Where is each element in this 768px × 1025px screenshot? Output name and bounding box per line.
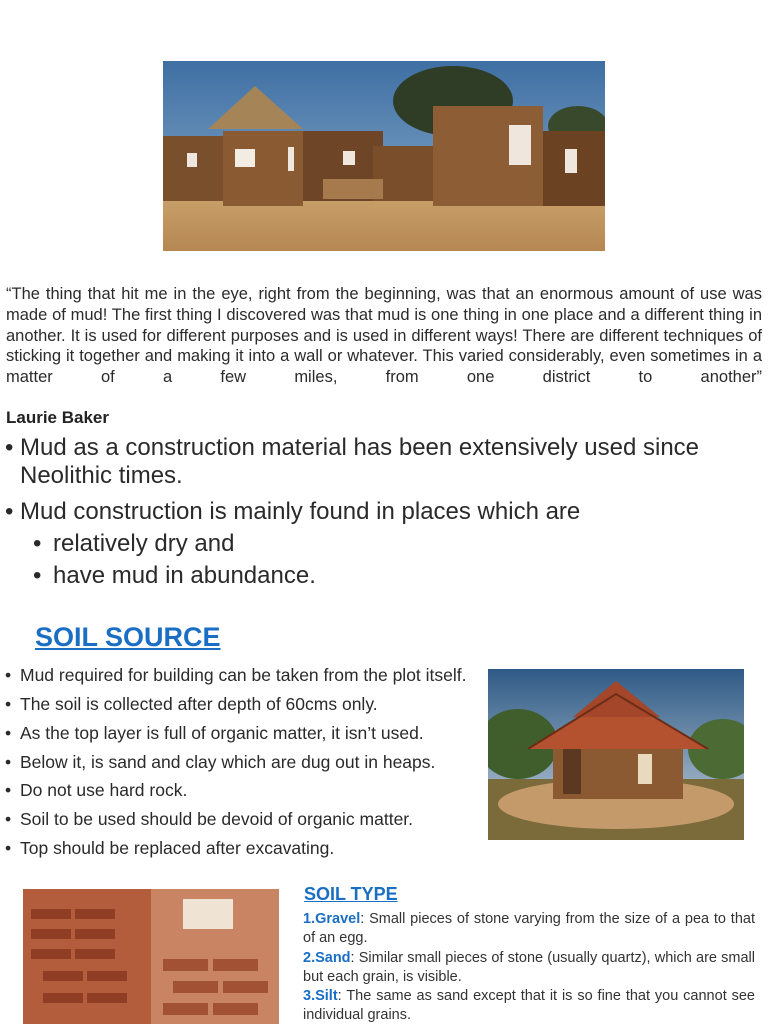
quote-author: Laurie Baker [6, 408, 109, 427]
soil-source-bullet: • Soil to be used should be devoid of organic matter. [5, 809, 414, 829]
soil-source-bullet: • Do not use hard rock. [5, 780, 188, 800]
bullet-icon: • [33, 562, 42, 589]
bullet-icon: • [33, 530, 42, 557]
bullet-icon: • [5, 498, 14, 525]
intro-sub-bullet: • have mud in abundance. [33, 562, 316, 589]
mud-hut-photo [488, 669, 744, 840]
soil-source-heading: SOIL SOURCE [35, 622, 221, 652]
soil-type-heading: SOIL TYPE [304, 884, 398, 904]
soil-type-item-silt: 3.Silt: The same as sand except that it is so fine that you cannot see individual grains. [303, 988, 755, 1023]
mud-houses-photo [163, 61, 605, 251]
brick-construction-photo [23, 889, 279, 1024]
intro-bullet: • Mud as a construction material has been extensively used since Neolithic times. [5, 434, 700, 489]
laurie-baker-quote: “The thing that hit me in the eye, right from the beginning, was that an enormous amount of use was made of mud! The first thing I discovered was that mud is one thing in one place and a different thing in another. It is used for different purposes and is used in different ways! There are different techniques of sticking it together and making it into a wall or whatever. This varied considerably, even sometimes in a matter of a few miles, from one district to another” [6, 285, 762, 387]
soil-type-item-sand: 2.Sand: Similar small pieces of stone (usually quartz), which are small but each grain, is visible. [303, 950, 755, 985]
soil-source-bullet: • Below it, is sand and clay which are dug out in heaps. [5, 752, 436, 772]
intro-bullet: • Mud construction is mainly found in places which are [5, 498, 581, 525]
soil-source-bullet: • The soil is collected after depth of 60cms only. [5, 694, 378, 714]
soil-source-bullet: • Top should be replaced after excavating. [5, 838, 335, 858]
soil-source-bullet: • Mud required for building can be taken from the plot itself. [5, 665, 467, 685]
intro-sub-bullet: • relatively dry and [33, 530, 235, 557]
bullet-icon: • [5, 434, 14, 461]
soil-source-bullet: • As the top layer is full of organic matter, it isn’t used. [5, 723, 424, 743]
soil-type-item-gravel: 1.Gravel: Small pieces of stone varying from the size of a pea to that of an egg. [303, 911, 755, 946]
